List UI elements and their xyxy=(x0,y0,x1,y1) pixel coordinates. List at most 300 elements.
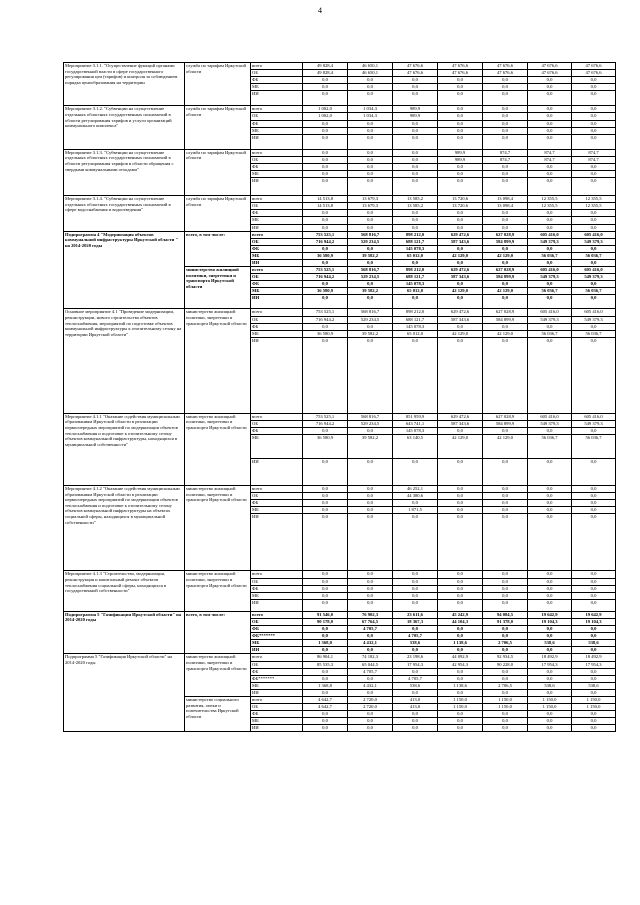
amount-cell: 0,0 xyxy=(303,585,348,592)
amount-cell: 0,0 xyxy=(528,281,572,288)
amount-cell: 42 129,0 xyxy=(438,288,483,295)
amount-cell: 0,0 xyxy=(393,134,438,149)
funding-source: МБ xyxy=(251,640,303,647)
amount-cell: 13 585,2 xyxy=(393,203,438,210)
amount-cell: 0,0 xyxy=(393,718,438,725)
amount-cell: 874,7 xyxy=(572,149,616,156)
amount-cell: 0,0 xyxy=(528,459,572,486)
amount-cell: 0,0 xyxy=(572,113,616,120)
amount-cell: 529 234,5 xyxy=(348,420,393,427)
amount-cell: 49 828,4 xyxy=(303,70,348,77)
amount-cell: 0,0 xyxy=(303,156,348,163)
executor-name: министерство жилищной политики, энергетики и транспорта Иркутской области xyxy=(185,654,251,697)
amount-cell: 0,0 xyxy=(528,507,572,514)
amount-cell: 0,0 xyxy=(393,571,438,578)
amount-cell: 0,0 xyxy=(393,514,438,571)
amount-cell: 0,0 xyxy=(348,163,393,170)
amount-cell: 4 642,7 xyxy=(303,704,348,711)
amount-cell: 19 642,9 xyxy=(528,611,572,618)
amount-cell: 0,0 xyxy=(528,571,572,578)
amount-cell: 605 416,0 xyxy=(528,267,572,274)
amount-cell: 0,0 xyxy=(528,675,572,682)
funding-source: ИИ xyxy=(251,178,303,196)
amount-cell: 0,0 xyxy=(348,578,393,585)
amount-cell: 0,0 xyxy=(528,120,572,127)
amount-cell: 13 098,4 xyxy=(483,196,528,203)
amount-cell: 874,7 xyxy=(528,149,572,156)
amount-cell: 0,0 xyxy=(303,163,348,170)
amount-cell: 0,0 xyxy=(348,675,393,682)
amount-cell: 538,6 xyxy=(572,640,616,647)
amount-cell: 0,0 xyxy=(572,459,616,486)
amount-cell: 0,0 xyxy=(438,163,483,170)
amount-cell: 0,0 xyxy=(393,592,438,599)
funding-source: всего xyxy=(251,486,303,493)
amount-cell: 36 580,9 xyxy=(303,288,348,295)
amount-cell: 753 525,1 xyxy=(303,231,348,238)
amount-cell: 549 379,3 xyxy=(572,316,616,323)
amount-cell: 0,0 xyxy=(528,178,572,196)
amount-cell: 1 871,5 xyxy=(393,507,438,514)
amount-cell: 538,6 xyxy=(572,682,616,689)
amount-cell: 0,0 xyxy=(438,647,483,654)
amount-cell: 0,0 xyxy=(572,84,616,91)
amount-cell: 47 676,6 xyxy=(393,70,438,77)
amount-cell: 0,0 xyxy=(483,323,528,330)
funding-source: МБ xyxy=(251,435,303,459)
amount-cell: 0,0 xyxy=(393,149,438,156)
funding-source: ОБ xyxy=(251,704,303,711)
amount-cell: 0,0 xyxy=(572,689,616,696)
funding-source: ИИ xyxy=(251,689,303,696)
amount-cell: 0,0 xyxy=(483,106,528,113)
amount-cell: 0,0 xyxy=(572,725,616,732)
amount-cell: 0,0 xyxy=(483,127,528,134)
amount-cell: 874,7 xyxy=(483,156,528,163)
funding-source: всего xyxy=(251,571,303,578)
amount-cell: 0,0 xyxy=(528,711,572,718)
table-row xyxy=(64,571,616,578)
executor-name: служба по тарифам Иркутской области xyxy=(185,149,251,195)
amount-cell: 0,0 xyxy=(483,578,528,585)
amount-cell: 0,0 xyxy=(528,514,572,571)
amount-cell: 0,0 xyxy=(393,689,438,696)
amount-cell: 0,0 xyxy=(438,718,483,725)
amount-cell: 753 525,1 xyxy=(303,309,348,316)
amount-cell: 0,0 xyxy=(483,428,528,435)
amount-cell: 584 899,9 xyxy=(483,274,528,281)
funding-source: ФБ xyxy=(251,281,303,288)
executor-name: служба по тарифам Иркутской области xyxy=(185,196,251,231)
amount-cell: 0,0 xyxy=(303,689,348,696)
funding-source: ФБ xyxy=(251,323,303,330)
amount-cell: 0,0 xyxy=(572,91,616,106)
amount-cell: 0,0 xyxy=(348,178,393,196)
amount-cell: 17 954,3 xyxy=(393,661,438,668)
amount-cell: 0,0 xyxy=(483,711,528,718)
amount-cell: 0,0 xyxy=(483,647,528,654)
amount-cell: 0,0 xyxy=(303,134,348,149)
amount-cell: 0,0 xyxy=(483,91,528,106)
amount-cell: 47 676,6 xyxy=(528,63,572,70)
amount-cell: 90 178,0 xyxy=(303,618,348,625)
funding-source: всего xyxy=(251,63,303,70)
amount-cell: 989,9 xyxy=(438,156,483,163)
amount-cell: 0,0 xyxy=(303,259,348,266)
amount-cell: 0,0 xyxy=(438,259,483,266)
amount-cell: 0,0 xyxy=(528,647,572,654)
amount-cell: 0,0 xyxy=(438,171,483,178)
amount-cell: 2 720,0 xyxy=(348,704,393,711)
amount-cell: 587 343,6 xyxy=(438,238,483,245)
amount-cell: 85 535,3 xyxy=(303,661,348,668)
funding-source: МБ xyxy=(251,217,303,224)
funding-source: МБ xyxy=(251,288,303,295)
executor-name: министерство жилищной политики, энергетики и транспорта Иркутской области xyxy=(185,309,251,413)
amount-cell: 2 720,0 xyxy=(348,696,393,703)
amount-cell: 0,0 xyxy=(348,323,393,330)
amount-cell: 0,0 xyxy=(483,668,528,675)
amount-cell: 0,0 xyxy=(483,725,528,732)
funding-source: всего xyxy=(251,413,303,420)
amount-cell: 0,0 xyxy=(483,163,528,170)
amount-cell: 1 150,0 xyxy=(438,704,483,711)
amount-cell: 0,0 xyxy=(303,599,348,611)
amount-cell: 0,0 xyxy=(528,163,572,170)
funding-source: ОБ xyxy=(251,156,303,163)
amount-cell: 0,0 xyxy=(528,245,572,252)
amount-cell: 0,0 xyxy=(483,113,528,120)
amount-cell: 0,0 xyxy=(303,337,348,413)
amount-cell: 56 036,7 xyxy=(528,252,572,259)
amount-cell: 0,0 xyxy=(483,178,528,196)
amount-cell: 753 525,1 xyxy=(303,267,348,274)
funding-source: ИИ xyxy=(251,259,303,266)
amount-cell: 0,0 xyxy=(483,626,528,633)
amount-cell: 627 028,9 xyxy=(483,267,528,274)
amount-cell: 0,0 xyxy=(572,626,616,633)
amount-cell: 1 150,0 xyxy=(572,696,616,703)
executor-name: министерство жилищной политики, энергетики и транспорта Иркутской области xyxy=(185,486,251,571)
amount-cell: 1 150,0 xyxy=(483,696,528,703)
amount-cell: 0,0 xyxy=(303,647,348,654)
executor-name: министерство жилищной политики, энергетики и транспорта Иркутской области xyxy=(185,267,251,309)
amount-cell: 0,0 xyxy=(528,84,572,91)
amount-cell: 605 416,0 xyxy=(572,231,616,238)
amount-cell: 0,0 xyxy=(572,106,616,113)
amount-cell: 1 150,0 xyxy=(528,696,572,703)
amount-cell: 91 546,0 xyxy=(303,611,348,618)
funding-source: ИИ xyxy=(251,725,303,732)
amount-cell: 74 182,3 xyxy=(348,654,393,661)
funding-source: МБ xyxy=(251,252,303,259)
amount-cell: 0,0 xyxy=(572,171,616,178)
measure-name: Основное мероприятие 4.1 "Проведение модернизации, реконструкции, нового строительства объектов теплоснабжения, мероприятий по подготовке объектов коммунальной инфраструктуры к отопительному сезону на территории Иркутской области" xyxy=(64,309,185,413)
amount-cell: 989,9 xyxy=(393,113,438,120)
amount-cell: 898 212,0 xyxy=(393,309,438,316)
amount-cell: 0,0 xyxy=(572,120,616,127)
funding-source: ОБ xyxy=(251,238,303,245)
executor-name: министерство социального развития, опеки и попечительства Иркутской области xyxy=(185,696,251,731)
funding-source: ФБ xyxy=(251,77,303,84)
funding-source: всего xyxy=(251,106,303,113)
amount-cell: 13 720,6 xyxy=(438,203,483,210)
funding-source: МБ xyxy=(251,592,303,599)
amount-cell: 0,0 xyxy=(303,507,348,514)
executor-name: всего, в том числе: xyxy=(185,231,251,266)
funding-source: ИИ xyxy=(251,459,303,486)
amount-cell: 0,0 xyxy=(483,459,528,486)
funding-source: ОБ xyxy=(251,493,303,500)
amount-cell: 0,0 xyxy=(303,149,348,156)
amount-cell: 0,0 xyxy=(572,224,616,231)
amount-cell: 0,0 xyxy=(348,507,393,514)
amount-cell: 0,0 xyxy=(348,718,393,725)
amount-cell: 12 355,5 xyxy=(572,203,616,210)
amount-cell: 63 140,5 xyxy=(393,435,438,459)
amount-cell: 0,0 xyxy=(348,156,393,163)
amount-cell: 0,0 xyxy=(572,633,616,640)
amount-cell: 44 104,3 xyxy=(438,618,483,625)
amount-cell: 42 129,0 xyxy=(483,252,528,259)
amount-cell: 0,0 xyxy=(483,295,528,309)
amount-cell: 0,0 xyxy=(348,585,393,592)
amount-cell: 0,0 xyxy=(438,217,483,224)
amount-cell: 0,0 xyxy=(348,120,393,127)
amount-cell: 0,0 xyxy=(438,77,483,84)
amount-cell: 0,0 xyxy=(348,259,393,266)
amount-cell: 0,0 xyxy=(572,675,616,682)
amount-cell: 0,0 xyxy=(348,459,393,486)
amount-cell: 0,0 xyxy=(393,647,438,654)
amount-cell: 716 944,2 xyxy=(303,238,348,245)
funding-source: ИИ xyxy=(251,514,303,571)
amount-cell: 145 078,3 xyxy=(393,281,438,288)
amount-cell: 0,0 xyxy=(303,718,348,725)
amount-cell: 0,0 xyxy=(393,163,438,170)
funding-source: МБ xyxy=(251,682,303,689)
amount-cell: 2 706,5 xyxy=(483,682,528,689)
amount-cell: 0,0 xyxy=(483,689,528,696)
amount-cell: 529 234,5 xyxy=(348,316,393,323)
amount-cell: 0,0 xyxy=(393,578,438,585)
amount-cell: 0,0 xyxy=(303,711,348,718)
amount-cell: 0,0 xyxy=(438,428,483,435)
amount-cell: 12 355,5 xyxy=(572,196,616,203)
measure-name: Подпрограмма 5 "Газификация Иркутской области" на 2014-2020 годы xyxy=(64,611,185,654)
amount-cell: 549 379,3 xyxy=(528,274,572,281)
amount-cell: 0,0 xyxy=(528,428,572,435)
amount-cell: 14 513,8 xyxy=(303,203,348,210)
amount-cell: 46 650,1 xyxy=(348,70,393,77)
amount-cell: 0,0 xyxy=(348,210,393,217)
measure-name: Мероприятие 3.1.3. "Субвенции на осуществление отдельных областных государственных полномочий в области регулирования тарифов в области обращения с твердыми коммунальными отходами" xyxy=(64,149,185,195)
amount-cell: 39 582,2 xyxy=(348,288,393,295)
amount-cell: 94 084,5 xyxy=(483,611,528,618)
amount-cell: 0,0 xyxy=(572,217,616,224)
amount-cell: 587 343,6 xyxy=(438,274,483,281)
amount-cell: 0,0 xyxy=(348,127,393,134)
measure-name: Подпрограмма 5 "Газификация Иркутской области" на 2014-2020 годы xyxy=(64,654,185,732)
funding-source: ОБ xyxy=(251,70,303,77)
amount-cell: 529 234,5 xyxy=(348,274,393,281)
amount-cell: 19 104,3 xyxy=(528,618,572,625)
amount-cell: 0,0 xyxy=(438,725,483,732)
amount-cell: 0,0 xyxy=(348,689,393,696)
amount-cell: 0,0 xyxy=(483,171,528,178)
funding-source: всего xyxy=(251,611,303,618)
amount-cell: 0,0 xyxy=(303,514,348,571)
amount-cell: 0,0 xyxy=(438,210,483,217)
executor-name: министерство жилищной политики, энергетики и транспорта Иркутской области xyxy=(185,413,251,485)
amount-cell: 0,0 xyxy=(438,459,483,486)
executor-name: министерство жилищной политики, энергетики и транспорта Иркутской области xyxy=(185,571,251,611)
amount-cell: 605 416,0 xyxy=(528,413,572,420)
amount-cell: 65 012,0 xyxy=(393,288,438,295)
amount-cell: 0,0 xyxy=(483,592,528,599)
amount-cell: 47 676,6 xyxy=(393,63,438,70)
funding-source: ОБ xyxy=(251,316,303,323)
amount-cell: 0,0 xyxy=(572,259,616,266)
amount-cell: 1 002,0 xyxy=(303,113,348,120)
amount-cell: 0,0 xyxy=(303,210,348,217)
amount-cell: 0,0 xyxy=(438,486,483,493)
amount-cell: 0,0 xyxy=(348,647,393,654)
amount-cell: 0,0 xyxy=(572,323,616,330)
funding-source: ИИ xyxy=(251,224,303,231)
amount-cell: 529 234,5 xyxy=(348,238,393,245)
table-row xyxy=(64,611,616,618)
amount-cell: 65 012,0 xyxy=(393,252,438,259)
amount-cell: 18 492,9 xyxy=(572,654,616,661)
funding-source: ИИ xyxy=(251,337,303,413)
amount-cell: 0,0 xyxy=(483,633,528,640)
amount-cell: 0,0 xyxy=(348,337,393,413)
funding-source: всего xyxy=(251,196,303,203)
amount-cell: 0,0 xyxy=(438,106,483,113)
funding-source: ФБ xyxy=(251,500,303,507)
funding-source: ОБ xyxy=(251,203,303,210)
measure-name: Мероприятие 3.1.2. "Субвенции на осуществление отдельных областных государственных полномочий в области регулирования тарифов и услуги организаций коммунального комплекса" xyxy=(64,106,185,149)
amount-cell: 45 242,9 xyxy=(438,611,483,618)
amount-cell: 0,0 xyxy=(438,295,483,309)
funding-source: ФБ xyxy=(251,210,303,217)
amount-cell: 1 034,3 xyxy=(348,106,393,113)
funding-source: МБ xyxy=(251,84,303,91)
amount-cell: 0,0 xyxy=(528,633,572,640)
funding-source: всего xyxy=(251,149,303,156)
amount-cell: 1 034,3 xyxy=(348,113,393,120)
amount-cell: 56 036,7 xyxy=(528,288,572,295)
amount-cell: 549 379,3 xyxy=(528,420,572,427)
amount-cell: 47 676,6 xyxy=(438,70,483,77)
amount-cell: 0,0 xyxy=(483,210,528,217)
amount-cell: 56 036,7 xyxy=(528,435,572,459)
amount-cell: 538,6 xyxy=(528,640,572,647)
funding-source: ФБ xyxy=(251,120,303,127)
funding-source: ФБ xyxy=(251,245,303,252)
amount-cell: 0,0 xyxy=(438,323,483,330)
amount-cell: 874,7 xyxy=(528,156,572,163)
amount-cell: 874,7 xyxy=(572,156,616,163)
amount-cell: 0,0 xyxy=(528,725,572,732)
amount-cell: 0,0 xyxy=(483,486,528,493)
amount-cell: 0,0 xyxy=(528,106,572,113)
amount-cell: 56 036,7 xyxy=(572,252,616,259)
amount-cell: 90 228,0 xyxy=(483,661,528,668)
amount-cell: 0,0 xyxy=(483,84,528,91)
amount-cell: 0,0 xyxy=(438,689,483,696)
funding-source: ФБ******* xyxy=(251,675,303,682)
amount-cell: 0,0 xyxy=(438,113,483,120)
amount-cell: 605 416,0 xyxy=(572,309,616,316)
amount-cell: 19 642,9 xyxy=(572,611,616,618)
funding-source: МБ xyxy=(251,171,303,178)
amount-cell: 0,0 xyxy=(393,585,438,592)
amount-cell: 14 513,8 xyxy=(303,196,348,203)
amount-cell: 17 954,3 xyxy=(572,661,616,668)
amount-cell: 13 098,4 xyxy=(483,203,528,210)
funding-source: ФБ******* xyxy=(251,633,303,640)
amount-cell: 0,0 xyxy=(348,171,393,178)
amount-cell: 0,0 xyxy=(483,514,528,571)
amount-cell: 0,0 xyxy=(528,578,572,585)
amount-cell: 0,0 xyxy=(438,585,483,592)
amount-cell: 42 129,0 xyxy=(483,330,528,337)
amount-cell: 0,0 xyxy=(483,507,528,514)
amount-cell: 0,0 xyxy=(572,163,616,170)
amount-cell: 42 129,0 xyxy=(438,435,483,459)
amount-cell: 36 580,9 xyxy=(303,330,348,337)
amount-cell: 0,0 xyxy=(393,156,438,163)
amount-cell: 0,0 xyxy=(438,224,483,231)
amount-cell: 39 582,2 xyxy=(348,435,393,459)
amount-cell: 0,0 xyxy=(438,134,483,149)
amount-cell: 584 899,9 xyxy=(483,238,528,245)
amount-cell: 13 679,3 xyxy=(348,203,393,210)
amount-cell: 0,0 xyxy=(348,592,393,599)
amount-cell: 0,0 xyxy=(572,718,616,725)
amount-cell: 0,0 xyxy=(528,259,572,266)
amount-cell: 0,0 xyxy=(572,514,616,571)
amount-cell: 0,0 xyxy=(528,134,572,149)
table-row xyxy=(64,196,616,203)
measure-name: Мероприятие 3.1.1. "Осуществление функций органами государственной власти в сфере государственного регулирования цен (тарифов) и контроля за соблюдением порядка ценообразования на территории xyxy=(64,63,185,106)
funding-source: ОБ xyxy=(251,113,303,120)
amount-cell: 0,0 xyxy=(348,84,393,91)
amount-cell: 0,0 xyxy=(303,500,348,507)
executor-name: всего, в том числе: xyxy=(185,611,251,654)
amount-cell: 0,0 xyxy=(483,77,528,84)
amount-cell: 688 121,7 xyxy=(393,274,438,281)
amount-cell: 0,0 xyxy=(572,486,616,493)
amount-cell: 42 129,0 xyxy=(438,252,483,259)
amount-cell: 0,0 xyxy=(528,493,572,500)
amount-cell: 46 650,1 xyxy=(348,63,393,70)
amount-cell: 605 416,0 xyxy=(572,267,616,274)
amount-cell: 44 092,9 xyxy=(438,654,483,661)
amount-cell: 0,0 xyxy=(393,668,438,675)
funding-source: ФБ xyxy=(251,711,303,718)
amount-cell: 0,0 xyxy=(438,91,483,106)
amount-cell: 4 705,7 xyxy=(348,668,393,675)
amount-cell: 0,0 xyxy=(303,295,348,309)
amount-cell: 1 138,6 xyxy=(438,682,483,689)
amount-cell: 47 676,6 xyxy=(572,63,616,70)
amount-cell: 0,0 xyxy=(348,571,393,578)
funding-source: ФБ xyxy=(251,668,303,675)
amount-cell: 0,0 xyxy=(483,224,528,231)
